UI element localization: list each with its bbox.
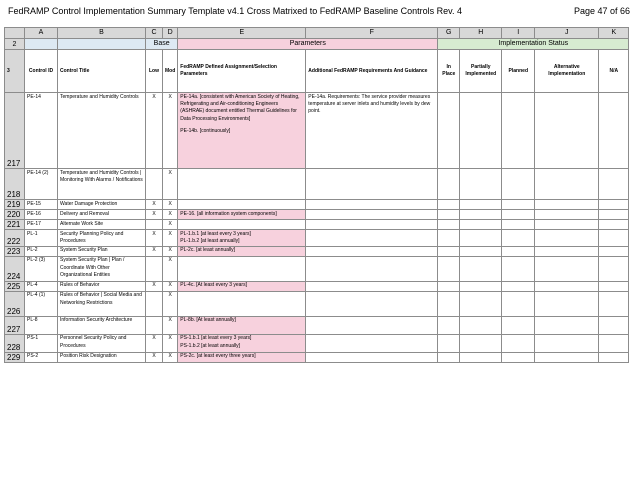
na-cell[interactable] [599,316,629,334]
header-control-id[interactable]: Control ID [25,50,58,93]
control-title-cell[interactable]: Temperature and Humidity Controls [58,93,146,169]
na-cell[interactable] [599,246,629,256]
in-place-cell[interactable] [438,352,460,362]
parameters-cell[interactable] [178,334,306,352]
alternative-implementation-cell[interactable] [535,230,599,247]
low-cell[interactable] [146,220,163,230]
alternative-implementation-cell[interactable] [535,246,599,256]
control-id-cell[interactable]: PL-4 [25,281,58,291]
column-letter-a[interactable]: A [25,28,58,39]
row-number[interactable]: 2 [5,39,25,50]
planned-cell[interactable] [502,334,535,352]
in-place-cell[interactable] [438,169,460,200]
partially-implemented-cell[interactable] [460,316,502,334]
column-letter-i[interactable]: I [502,28,535,39]
low-cell[interactable]: X [146,230,163,247]
header-na[interactable]: N/A [599,50,629,93]
row-number[interactable]: 221 [5,220,25,230]
control-id-cell[interactable]: PS-1 [25,334,58,352]
alternative-implementation-cell[interactable] [535,316,599,334]
table-row [5,200,629,210]
document-title: FedRAMP Control Implementation Summary Template v4.1 Cross Matrixed to FedRAMP Baseline Controls Rev. 4 [8,6,463,16]
alternative-implementation-cell[interactable] [535,210,599,220]
title-bar [0,0,638,22]
control-title-cell[interactable]: System Security Plan [58,246,146,256]
low-cell[interactable]: X [146,281,163,291]
header-in-place[interactable]: In Place [438,50,460,93]
page-number: Page 47 of 66 [573,6,630,16]
table-row [5,230,629,247]
partially-implemented-cell[interactable] [460,200,502,210]
partially-implemented-cell[interactable] [460,246,502,256]
low-cell[interactable]: X [146,352,163,362]
column-letter-k[interactable]: K [599,28,629,39]
low-cell[interactable]: X [146,210,163,220]
column-letter-h[interactable]: H [460,28,502,39]
mod-cell[interactable]: X [163,220,178,230]
table-row [5,334,629,352]
row-number[interactable]: 229 [5,352,25,362]
control-title-cell[interactable]: Alternate Work Site [58,220,146,230]
control-title-cell[interactable]: Delivery and Removal [58,210,146,220]
control-title-cell[interactable]: System Security Plan | Plan / Coordinate With Other Organizational Entities [58,256,146,281]
mod-cell[interactable]: X [163,210,178,220]
partially-implemented-cell[interactable] [460,93,502,169]
alternative-implementation-cell[interactable] [535,281,599,291]
guidance-cell[interactable] [306,281,438,291]
partially-implemented-cell[interactable] [460,210,502,220]
column-letter-g[interactable]: G [438,28,460,39]
control-id-cell[interactable]: PL-4 (1) [25,291,58,316]
control-id-cell[interactable]: PL-2 [25,246,58,256]
low-cell[interactable] [146,256,163,281]
row-number[interactable]: 218 [5,169,25,200]
guidance-cell[interactable] [306,291,438,316]
parameters-cell[interactable] [178,316,306,334]
partially-implemented-cell[interactable] [460,169,502,200]
group-empty-cell[interactable] [58,39,146,50]
header-planned[interactable]: Planned [502,50,535,93]
partially-implemented-cell[interactable] [460,352,502,362]
control-id-cell[interactable]: PS-2 [25,352,58,362]
parameters-cell[interactable] [178,169,306,200]
mod-cell[interactable]: X [163,256,178,281]
control-title-cell[interactable]: Rules of Behavior [58,281,146,291]
planned-cell[interactable] [502,256,535,281]
control-title-cell[interactable]: Water Damage Protection [58,200,146,210]
guidance-cell[interactable] [306,316,438,334]
planned-cell[interactable] [502,352,535,362]
mod-cell[interactable]: X [163,316,178,334]
mod-cell[interactable]: X [163,200,178,210]
column-header-row [5,50,629,93]
planned-cell[interactable] [502,200,535,210]
row-number[interactable]: 217 [5,93,25,169]
na-cell[interactable] [599,352,629,362]
planned-cell[interactable] [502,281,535,291]
na-cell[interactable] [599,220,629,230]
control-title-cell[interactable]: Temperature and Humidity Controls | Monitoring With Alarms / Notifications [58,169,146,200]
na-cell[interactable] [599,210,629,220]
control-title-cell[interactable]: Personnel Security Policy and Procedures [58,334,146,352]
table-row [5,352,629,362]
na-cell[interactable] [599,334,629,352]
control-matrix-table [4,27,629,363]
parameters-cell[interactable] [178,230,306,247]
alternative-implementation-cell[interactable] [535,256,599,281]
parameters-cell[interactable] [178,93,306,169]
in-place-cell[interactable] [438,230,460,247]
parameters-cell[interactable] [178,210,306,220]
mod-cell[interactable]: X [163,93,178,169]
guidance-cell[interactable] [306,210,438,220]
in-place-cell[interactable] [438,200,460,210]
control-id-cell[interactable]: PL-1 [25,230,58,247]
parameters-cell[interactable] [178,220,306,230]
in-place-cell[interactable] [438,220,460,230]
row-number[interactable]: 3 [5,50,25,93]
mod-cell[interactable]: X [163,281,178,291]
planned-cell[interactable] [502,246,535,256]
in-place-cell[interactable] [438,281,460,291]
low-cell[interactable] [146,169,163,200]
parameter-line: PE-16. [all information system components] [180,210,277,217]
control-id-cell[interactable]: PE-14 [25,93,58,169]
na-cell[interactable] [599,169,629,200]
row-number[interactable]: 222 [5,230,25,247]
low-cell[interactable]: X [146,200,163,210]
planned-cell[interactable] [502,210,535,220]
table-row [5,210,629,220]
row-number[interactable]: 226 [5,291,25,316]
alternative-implementation-cell[interactable] [535,334,599,352]
parameter-line: PS-1.b.1 [at least every 3 years] [180,335,252,342]
mod-cell[interactable]: X [163,291,178,316]
partially-implemented-cell[interactable] [460,334,502,352]
header-partially-implemented[interactable]: Partially Implemented [460,50,502,93]
table-row [5,291,629,316]
row-number[interactable]: 219 [5,200,25,210]
parameter-line: PL-2c. [at least annually] [180,247,236,254]
control-id-cell[interactable]: PE-14 (2) [25,169,58,200]
guidance-cell[interactable] [306,200,438,210]
control-title-cell[interactable]: Information Security Architecture [58,316,146,334]
table-row [5,169,629,200]
table-row [5,246,629,256]
planned-cell[interactable] [502,169,535,200]
header-control-title[interactable]: Control Title [58,50,146,93]
control-id-cell[interactable]: PE-15 [25,200,58,210]
in-place-cell[interactable] [438,334,460,352]
alternative-implementation-cell[interactable] [535,291,599,316]
mod-cell[interactable]: X [163,352,178,362]
table-row [5,281,629,291]
parameter-line: PS-1.b.2 [at least annually] [180,342,241,349]
row-number[interactable]: 225 [5,281,25,291]
partially-implemented-cell[interactable] [460,230,502,247]
na-cell[interactable] [599,291,629,316]
table-row [5,316,629,334]
column-letter-f[interactable]: F [306,28,438,39]
table-row [5,256,629,281]
planned-cell[interactable] [502,316,535,334]
guidance-cell[interactable] [306,352,438,362]
header-mod[interactable]: Mod [163,50,178,93]
in-place-cell[interactable] [438,93,460,169]
partially-implemented-cell[interactable] [460,220,502,230]
parameter-line: PL-8b. [At least annually] [180,317,236,324]
control-title-cell[interactable]: Security Planning Policy and Procedures [58,230,146,247]
mod-cell[interactable]: X [163,334,178,352]
column-letter-e[interactable]: E [178,28,306,39]
alternative-implementation-cell[interactable] [535,352,599,362]
partially-implemented-cell[interactable] [460,281,502,291]
parameter-line: PE-14a. [consistent with American Society of Heating, Refrigerating and Air-conditioning Engineers (ASHRAE) document entitled Thermal Guidelines for Data Processing Environments] [180,93,300,122]
guidance-cell[interactable] [306,334,438,352]
group-implementation-status[interactable]: Implementation Status [438,39,629,50]
na-cell[interactable] [599,256,629,281]
alternative-implementation-cell[interactable] [535,220,599,230]
planned-cell[interactable] [502,291,535,316]
mod-cell[interactable]: X [163,230,178,247]
parameters-cell[interactable] [178,352,306,362]
planned-cell[interactable] [502,230,535,247]
alternative-implementation-cell[interactable] [535,93,599,169]
in-place-cell[interactable] [438,316,460,334]
header-low[interactable]: Low [146,50,163,93]
parameters-cell[interactable] [178,256,306,281]
row-number[interactable]: 220 [5,210,25,220]
parameters-cell[interactable] [178,246,306,256]
table-row [5,93,629,169]
header-alternative-implementation[interactable]: Alternative Implementation [535,50,599,93]
header-param-assignment[interactable]: FedRAMP Defined Assignment/Selection Parameters [178,50,306,93]
parameters-cell[interactable] [178,200,306,210]
mod-cell[interactable]: X [163,246,178,256]
group-header-row [5,39,629,50]
guidance-cell[interactable] [306,169,438,200]
corner-cell[interactable] [5,28,25,39]
guidance-cell[interactable] [306,256,438,281]
row-number[interactable]: 227 [5,316,25,334]
na-cell[interactable] [599,200,629,210]
planned-cell[interactable] [502,93,535,169]
planned-cell[interactable] [502,220,535,230]
parameter-line: PE-14b. [continuously] [180,127,231,134]
partially-implemented-cell[interactable] [460,291,502,316]
column-letter-j[interactable]: J [535,28,599,39]
mod-cell[interactable]: X [163,169,178,200]
row-number[interactable]: 228 [5,334,25,352]
group-base[interactable]: Base [146,39,178,50]
control-title-cell[interactable]: Rules of Behavior | Social Media and Networking Restrictions [58,291,146,316]
in-place-cell[interactable] [438,291,460,316]
in-place-cell[interactable] [438,246,460,256]
group-parameters[interactable]: Parameters [178,39,438,50]
group-empty-cell[interactable] [25,39,58,50]
low-cell[interactable]: X [146,93,163,169]
column-letter-c[interactable]: C [146,28,163,39]
control-id-cell[interactable]: PE-16 [25,210,58,220]
guidance-cell[interactable] [306,246,438,256]
na-cell[interactable] [599,281,629,291]
parameter-line: PS-2c. [at least every three years] [180,353,256,360]
in-place-cell[interactable] [438,210,460,220]
column-letter-b[interactable]: B [58,28,146,39]
row-number[interactable]: 223 [5,246,25,256]
guidance-cell[interactable] [306,230,438,247]
table-row [5,220,629,230]
parameter-line: PL-1.b.1 [at least every 3 years] [180,230,251,237]
column-letter-row [5,28,629,39]
table-body [5,28,629,363]
column-letter-d[interactable]: D [163,28,178,39]
na-cell[interactable] [599,230,629,247]
low-cell[interactable]: X [146,246,163,256]
control-id-cell[interactable]: PE-17 [25,220,58,230]
control-title-cell[interactable]: Position Risk Designation [58,352,146,362]
parameters-cell[interactable] [178,291,306,316]
parameters-cell[interactable] [178,281,306,291]
na-cell[interactable] [599,93,629,169]
control-id-cell[interactable]: PL-8 [25,316,58,334]
alternative-implementation-cell[interactable] [535,200,599,210]
header-guidance[interactable]: Additional FedRAMP Requirements And Guidance [306,50,438,93]
row-number[interactable]: 224 [5,256,25,281]
low-cell[interactable] [146,291,163,316]
alternative-implementation-cell[interactable] [535,169,599,200]
low-cell[interactable] [146,316,163,334]
parameter-line: PL-4c. [At least every 3 years] [180,282,247,289]
control-id-cell[interactable]: PL-2 (3) [25,256,58,281]
in-place-cell[interactable] [438,256,460,281]
guidance-cell[interactable]: PE-14a. Requirements: The service provider measures temperature at server inlets and humidity levels by dew point. [306,93,438,169]
parameter-line: PL-1.b.2 [at least annually] [180,238,240,245]
low-cell[interactable]: X [146,334,163,352]
guidance-cell[interactable] [306,220,438,230]
partially-implemented-cell[interactable] [460,256,502,281]
